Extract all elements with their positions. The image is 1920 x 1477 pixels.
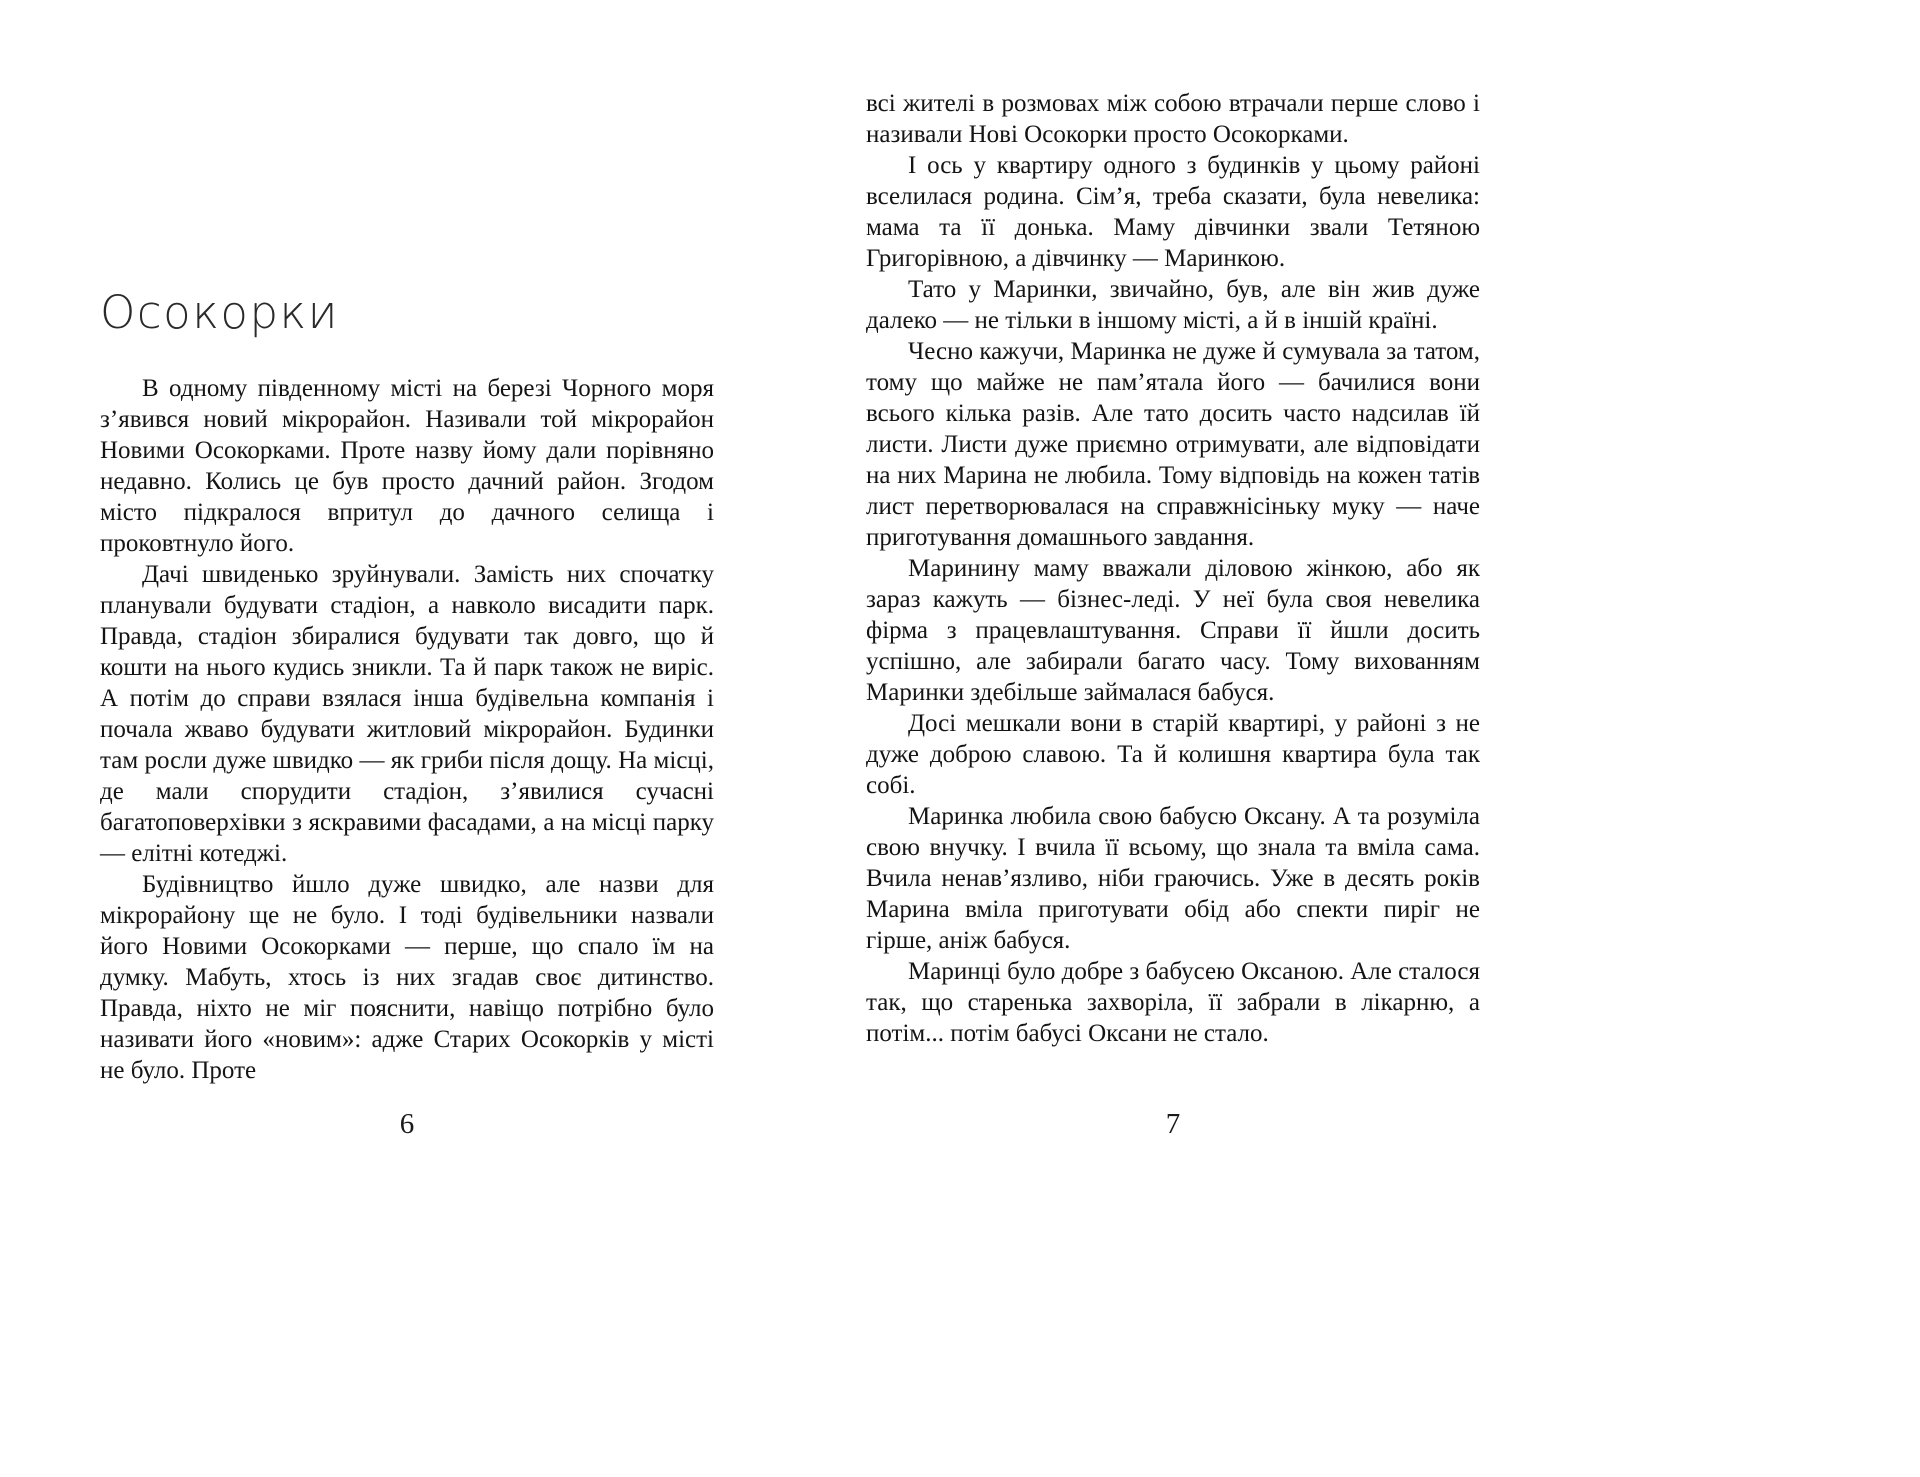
paragraph: всі жителі в розмовах між собою втрачали перше слово і називали Нові Осокорки просто Осокорками. (866, 90, 1480, 148)
paragraph: Маринину маму вважали діловою жінкою, або як зараз кажуть — бізнес-леді. У неї була своя невелика фірма з працевлаштування. Справи її йшли досить успішно, але забирали багато часу. Тому вихованням Маринки здебільше займалася бабуся. (866, 555, 1480, 706)
right-page-text (866, 88, 1480, 1049)
paragraph: В одному південному місті на березі Чорного моря з’явився новий мікрорайон. Називали той мікрорайон Новими Осокорками. Проте назву йому дали порівняно недавно. Колись це був просто дачний район. Згодом місто підкралося впритул до дачного селища і проковтнуло його. (100, 375, 714, 557)
paragraph: Дачі швиденько зруйнували. Замість них спочатку планували будувати стадіон, а навколо висадити парк. Правда, стадіон збиралися будувати так довго, що й кошти на нього кудись зникли. Та й парк також не виріс. А потім до справи взялася інша будівельна компанія і почала жваво будувати житловий мікрорайон. Будинки там росли дуже швидко — як гриби після дощу. На місці, де мали спорудити стадіон, з’явилися сучасні багатоповерхівки з яскравими фасадами, а на місці парку — елітні котеджі. (100, 561, 714, 867)
right-page-number: 7 (1165, 1108, 1181, 1140)
right-page (866, 0, 1480, 1049)
paragraph: Будівництво йшло дуже швидко, але назви для мікрорайону ще не було. І тоді будівельники назвали його Новими Осокорками — перше, що спало їм на думку. Мабуть, хтось із них згадав своє дитинство. Правда, ніхто не міг пояснити, навіщо потрібно було називати його «новим»: адже Старих Осокорків у місті не було. Проте (100, 871, 714, 1084)
chapter-title: Осокорки (100, 286, 339, 339)
left-page-number: 6 (399, 1108, 415, 1140)
paragraph: І ось у квартиру одного з будинків у цьому районі вселилася родина. Сім’я, треба сказати, була невелика: мама та її донька. Маму дівчинки звали Тетяною Григорівною, а дівчинку — Маринкою. (866, 152, 1480, 272)
paragraph: Тато у Маринки, звичайно, був, але він жив дуже далеко — не тільки в іншому місті, а й в іншій країні. (866, 276, 1480, 334)
paragraph: Досі мешкали вони в старій квартирі, у районі з не дуже доброю славою. Та й колишня квартира була так собі. (866, 710, 1480, 799)
left-page-text (100, 373, 714, 1086)
left-page (100, 0, 714, 1086)
paragraph: Маринці було добре з бабусею Оксаною. Але сталося так, що старенька захворіла, її забрали в лікарню, а потім... потім бабусі Оксани не стало. (866, 958, 1480, 1047)
paragraph: Чесно кажучи, Маринка не дуже й сумувала за татом, тому що майже не пам’ятала його — бачилися вони всього кілька разів. Але тато досить часто надсилав їй листи. Листи дуже приємно отримувати, але відповідати на них Марина не любила. Тому відповідь на кожен татів лист перетворювалася на справжнісіньку муку — наче приготування домашнього завдання. (866, 338, 1480, 551)
paragraph: Маринка любила свою бабусю Оксану. А та розуміла свою внучку. І вчила її всьому, що знала та вміла сама. Вчила ненав’язливо, ніби граючись. Уже в десять років Марина вміла приготувати обід або спекти пиріг не гірше, аніж бабуся. (866, 803, 1480, 954)
